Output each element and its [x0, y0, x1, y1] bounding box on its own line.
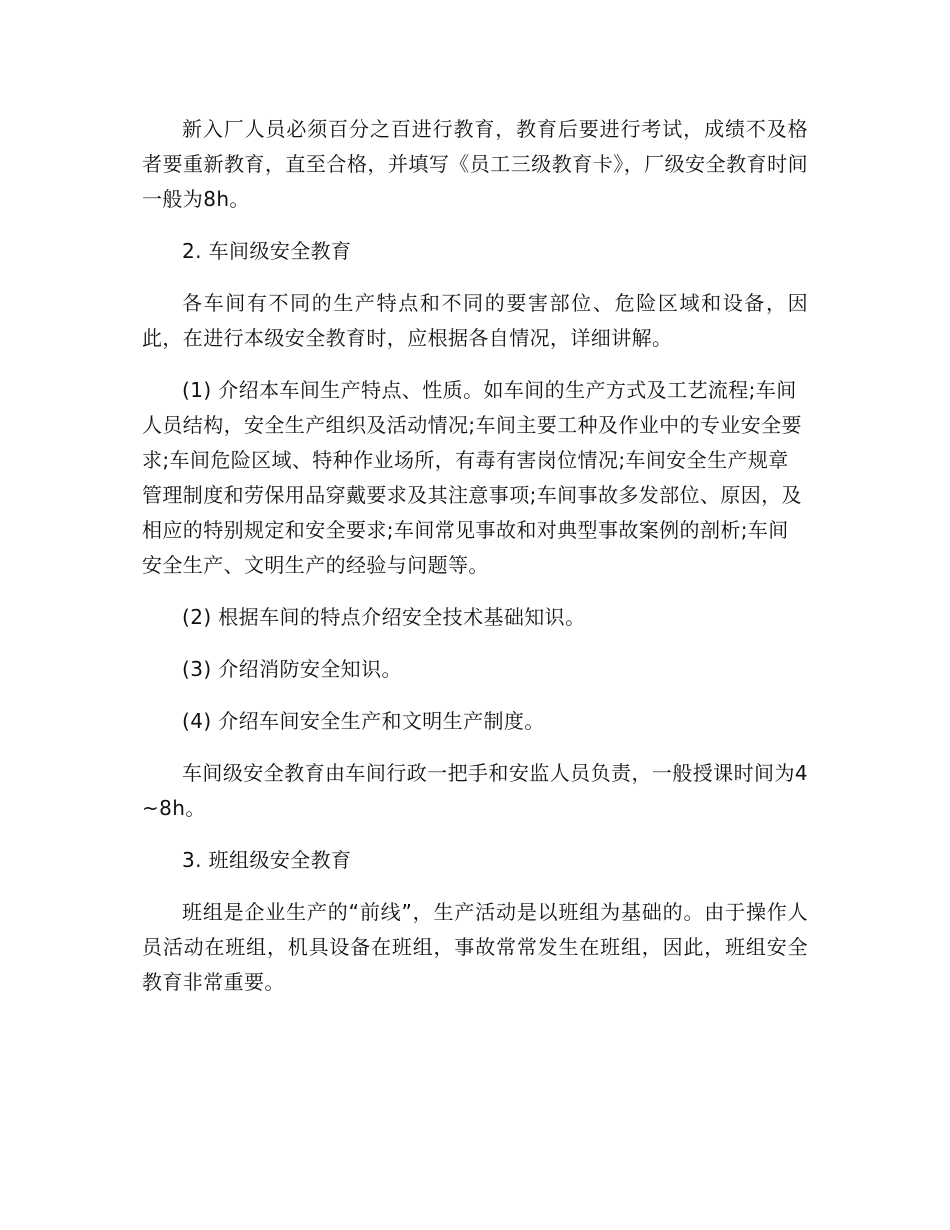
document-page [142, 112, 808, 1017]
list-item-2: (2) 根据车间的特点介绍安全技术基础知识。 [182, 605, 586, 629]
section-heading-team-education: 3. 班组级安全教育 [182, 848, 352, 872]
list-item-4: (4) 介绍车间安全生产和文明生产制度。 [182, 709, 545, 733]
paragraph-enrollment-education: 新入厂人员必须百分之百进行教育，教育后要进行考试，成绩不及格者要重新教育，直至合格，并填写《员工三级教育卡》，厂级安全教育时间一般为8h。 [142, 117, 808, 211]
paragraph-workshop-responsibility: 车间级安全教育由车间行政一把手和安监人员负责，一般授课时间为4~8h。 [142, 761, 808, 820]
paragraph-workshop-intro: 各车间有不同的生产特点和不同的要害部位、危险区域和设备，因此，在进行本级安全教育时，应根据各自情况，详细讲解。 [142, 291, 808, 350]
section-heading-workshop-education: 2. 车间级安全教育 [182, 239, 352, 263]
list-item-1: (1) 介绍本车间生产特点、性质。如车间的生产方式及工艺流程;车间人员结构，安全生产组织及活动情况;车间主要工种及作业中的专业安全要求;车间危险区域、特种作业场所，有毒有害岗位情况;车间安全生产规章管理制度和劳保用品穿戴要求及其注意事项;车间事故多发部位、原因，及相应的特别规定和安全要求;车间常见事故和对典型事故案例的剖析;车间安全生产、文明生产的经验与问题等。 [142, 378, 802, 577]
paragraph-team-intro: 班组是企业生产的“前线”，生产活动是以班组为基础的。由于操作人员活动在班组，机具设备在班组，事故常常发生在班组，因此，班组安全教育非常重要。 [142, 900, 808, 994]
list-item-3: (3) 介绍消防安全知识。 [182, 657, 402, 681]
